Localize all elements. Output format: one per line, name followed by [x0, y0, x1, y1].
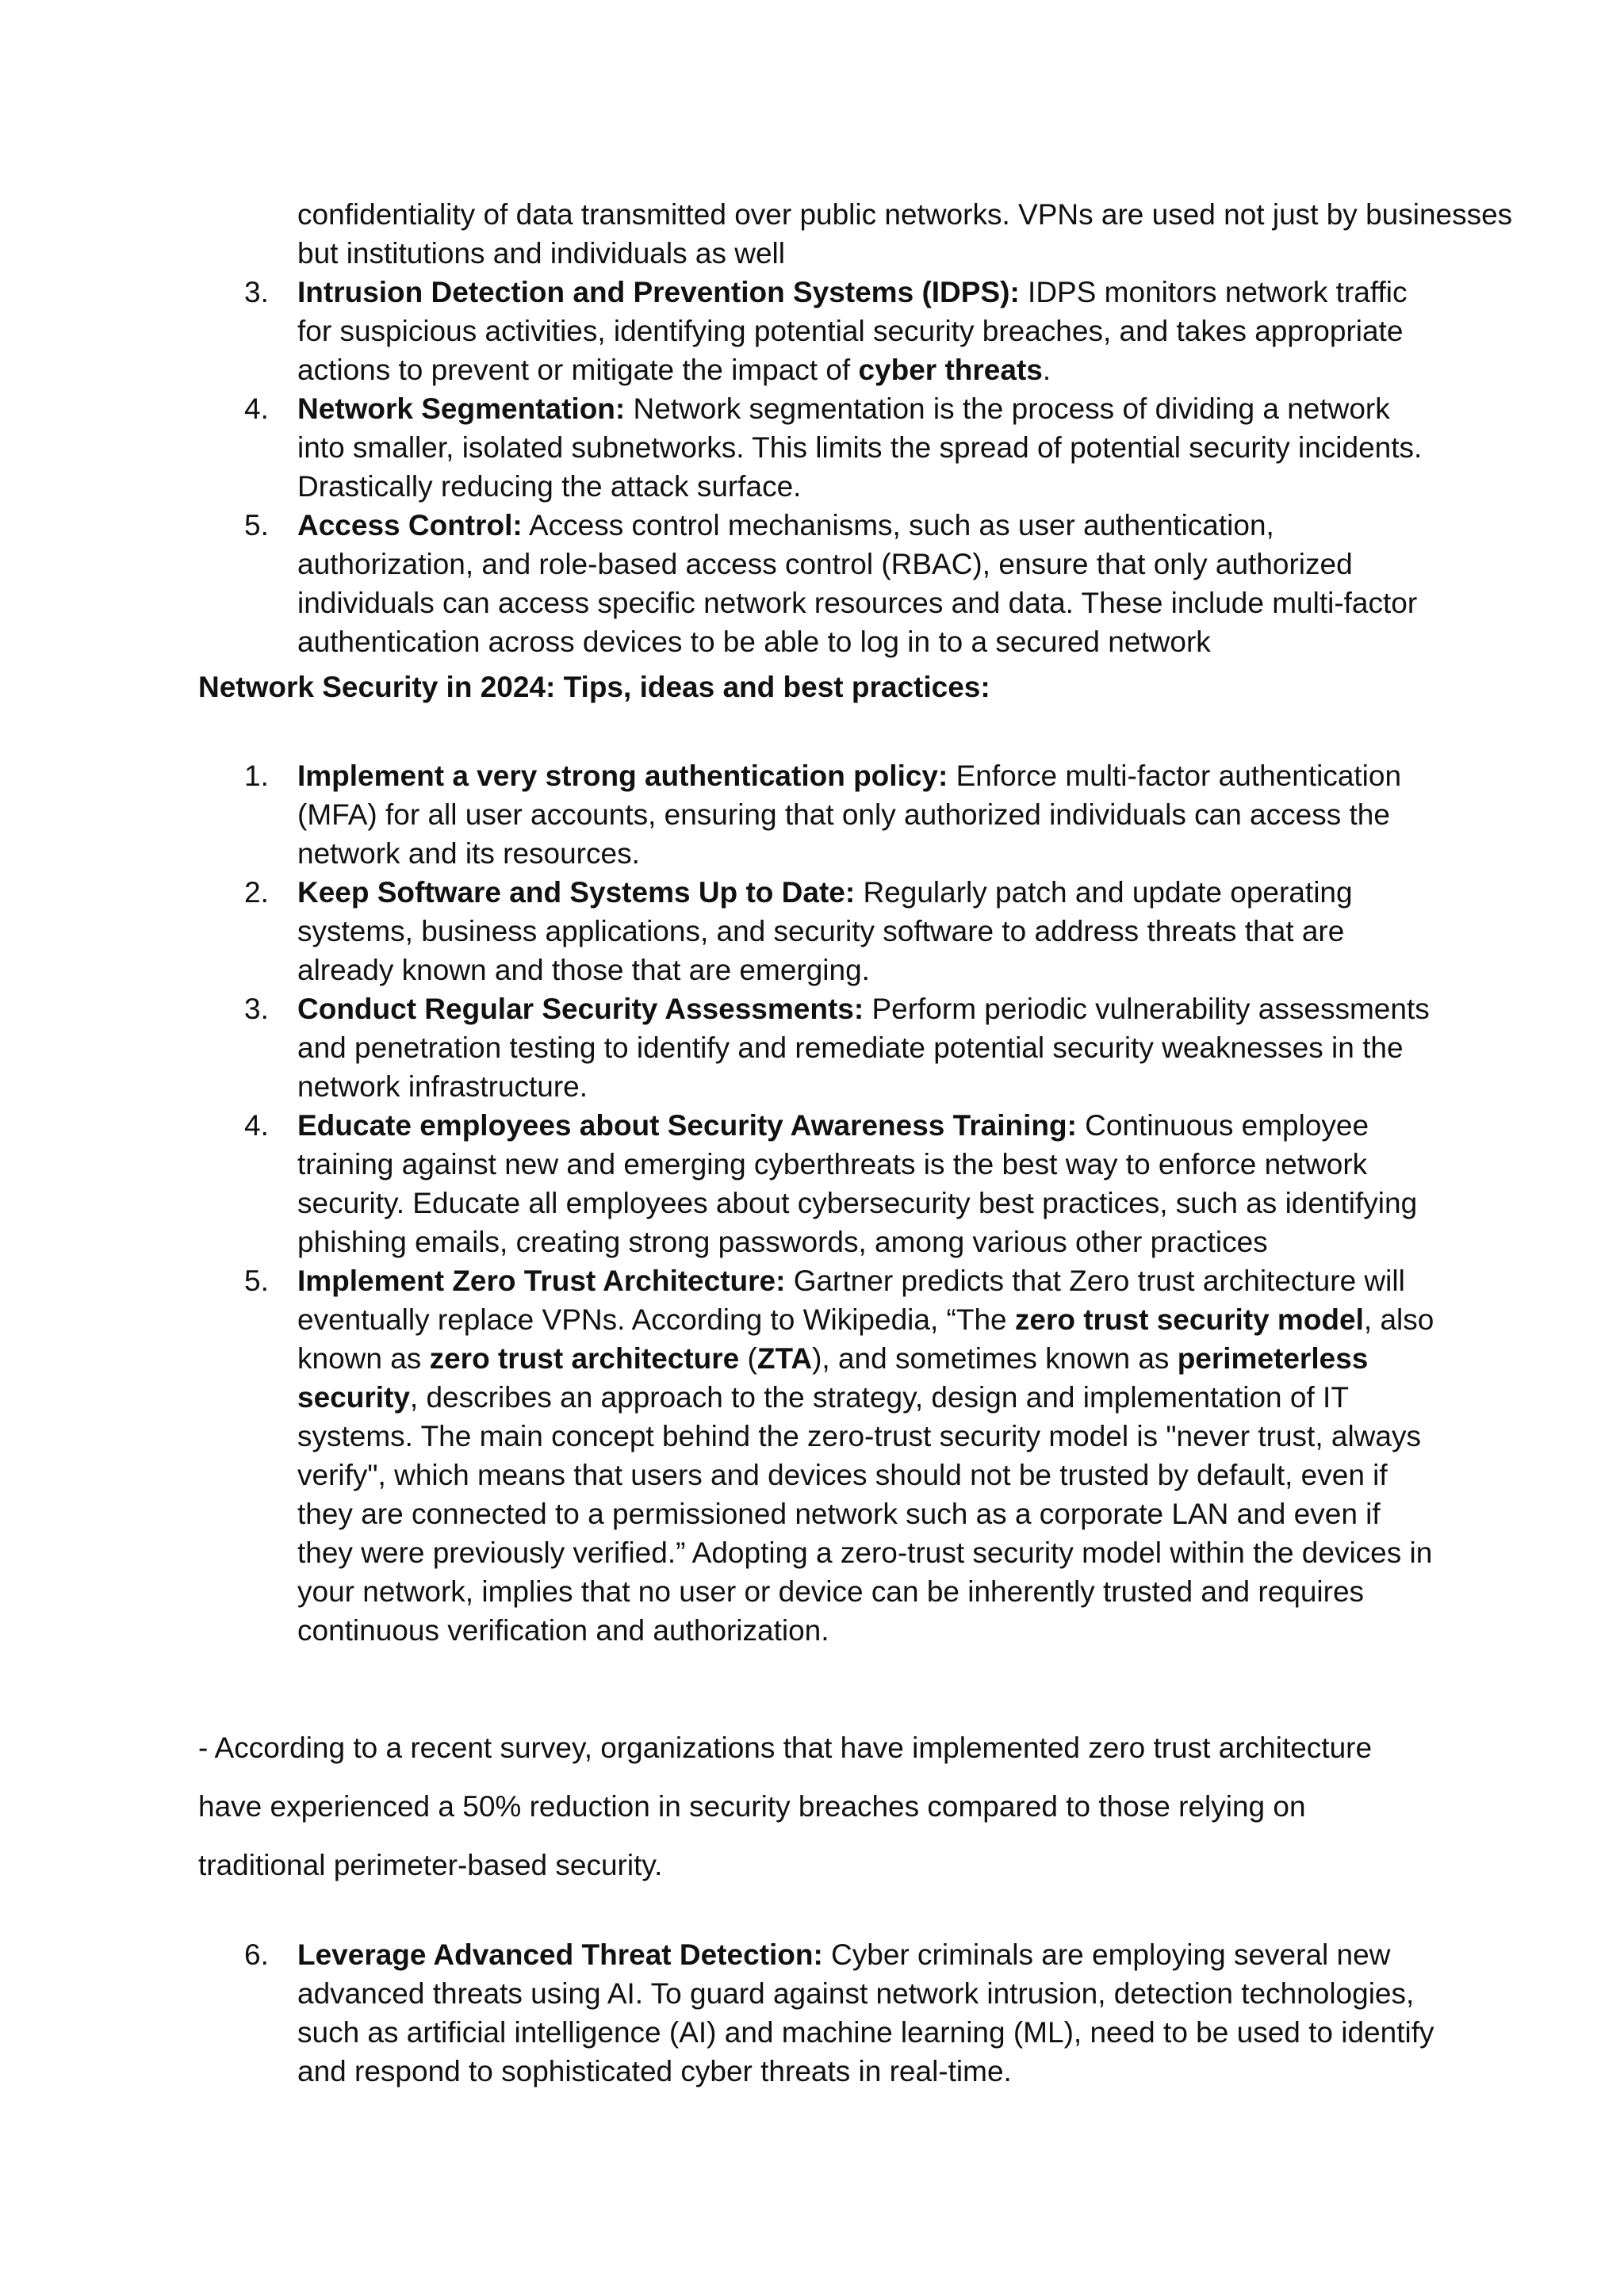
body-text: Enforce multi-factor authentication (MFA) for all user accounts, ensuring that only authorized individuals can access the network and its resources.	[297, 760, 1402, 870]
bold-text: Access Control:	[297, 509, 523, 541]
advanced-detection-list	[198, 1935, 1435, 2091]
list-item-number: 1.	[244, 760, 269, 792]
bold-text: Network Segmentation:	[297, 392, 626, 425]
body-text: IDPS monitors network traffic for suspicious activities, identifying potential security breaches, and takes appropriate actions to prevent or mitigate the impact of	[297, 276, 1408, 386]
list-item	[198, 989, 1435, 1106]
bold-text: Keep Software and Systems Up to Date:	[297, 876, 856, 909]
survey-paragraph: - According to a recent survey, organizations that have implemented zero trust architecture have experienced a 50% reduction in security breaches compared to those relying on traditional perimeter-based security.	[198, 1732, 1373, 1881]
list-item	[198, 873, 1435, 989]
bold-text: Conduct Regular Security Assessments:	[297, 993, 864, 1025]
body-text: Regularly patch and update operating systems, business applications, and security software to address threats that are already known and those that are emerging.	[297, 876, 1353, 986]
body-text: , also known as	[297, 1303, 1434, 1375]
body-text: Perform periodic vulnerability assessments and penetration testing to identify and remediate potential security weaknesses in the network infrastructure.	[297, 993, 1430, 1103]
list-item	[198, 1935, 1435, 2091]
bold-text: Educate employees about Security Awareness Training:	[297, 1109, 1077, 1142]
protection-list	[198, 273, 1435, 661]
list-item	[198, 1261, 1435, 1650]
list-item	[198, 273, 1435, 389]
body-text: .	[1042, 354, 1051, 386]
list-item	[198, 506, 1435, 661]
list-item	[198, 1106, 1435, 1261]
list-item-number: 5.	[244, 509, 269, 541]
body-text: Access control mechanisms, such as user authentication, authorization, and role-based access control (RBAC), ensure that only authorized individuals can access specific network resources and data. These include multi-factor authentication across devices to be able to log in to a secured network	[297, 509, 1418, 658]
body-text: Network segmentation is the process of dividing a network into smaller, isolated subnetworks. This limits the spread of potential security incidents. Drastically reducing the attack surface.	[297, 392, 1423, 503]
body-text: (	[739, 1342, 757, 1375]
list-item-number: 3.	[244, 276, 269, 308]
best-practices-list	[198, 756, 1435, 1650]
continuation-paragraph: confidentiality of data transmitted over public networks. VPNs are used not just by businesses but institutions and individuals as well	[297, 198, 1513, 270]
section-heading: Network Security in 2024: Tips, ideas and best practices:	[198, 671, 990, 703]
list-item	[198, 389, 1435, 506]
list-item	[198, 756, 1435, 873]
body-text: ), and sometimes known as	[812, 1342, 1178, 1375]
body-text: , describes an approach to the strategy, design and implementation of IT systems. The main concept behind the zero-trust security model is "never trust, always verify", which means that users and devices should not be trusted by default, even if they are connected to a permissioned network such as a corporate LAN and even if they were previously verified.” Adopting a zero-trust security model within the devices in your network, implies that no user or device can be inherently trusted and requires continuous verification and authorization.	[297, 1381, 1433, 1647]
bold-text: perimeterless security	[297, 1342, 1369, 1414]
list-item-number: 6.	[244, 1938, 269, 1971]
bold-text: ZTA	[756, 1342, 813, 1375]
bold-text: Leverage Advanced Threat Detection:	[297, 1938, 823, 1971]
list-item-number: 5.	[244, 1265, 269, 1297]
body-text: Cyber criminals are employing several new advanced threats using AI. To guard against network intrusion, detection technologies, such as artificial intelligence (AI) and machine learning (ML), need to be used to identify and respond to sophisticated cyber threats in real-time.	[297, 1938, 1434, 2087]
list-item-number: 3.	[244, 993, 269, 1025]
bold-text: zero trust security model	[1014, 1303, 1364, 1336]
list-item-number: 2.	[244, 876, 269, 909]
bold-text: cyber threats	[858, 354, 1043, 386]
body-text: Gartner predicts that Zero trust architecture will eventually replace VPNs. According to Wikipedia, “The	[297, 1265, 1405, 1336]
list-item-number: 4.	[244, 1109, 269, 1142]
bold-text: Intrusion Detection and Prevention Systems (IDPS):	[297, 276, 1020, 308]
bold-text: Implement a very strong authentication policy:	[297, 760, 948, 792]
bold-text: Implement Zero Trust Architecture:	[297, 1265, 786, 1297]
bold-text: zero trust architecture	[429, 1342, 740, 1375]
list-item-number: 4.	[244, 392, 269, 425]
body-text: Continuous employee training against new and emerging cyberthreats is the best way to enforce network security. Educate all employees about cybersecurity best practices, such as identifying phishing emails, creating strong passwords, among various other practices	[297, 1109, 1418, 1258]
